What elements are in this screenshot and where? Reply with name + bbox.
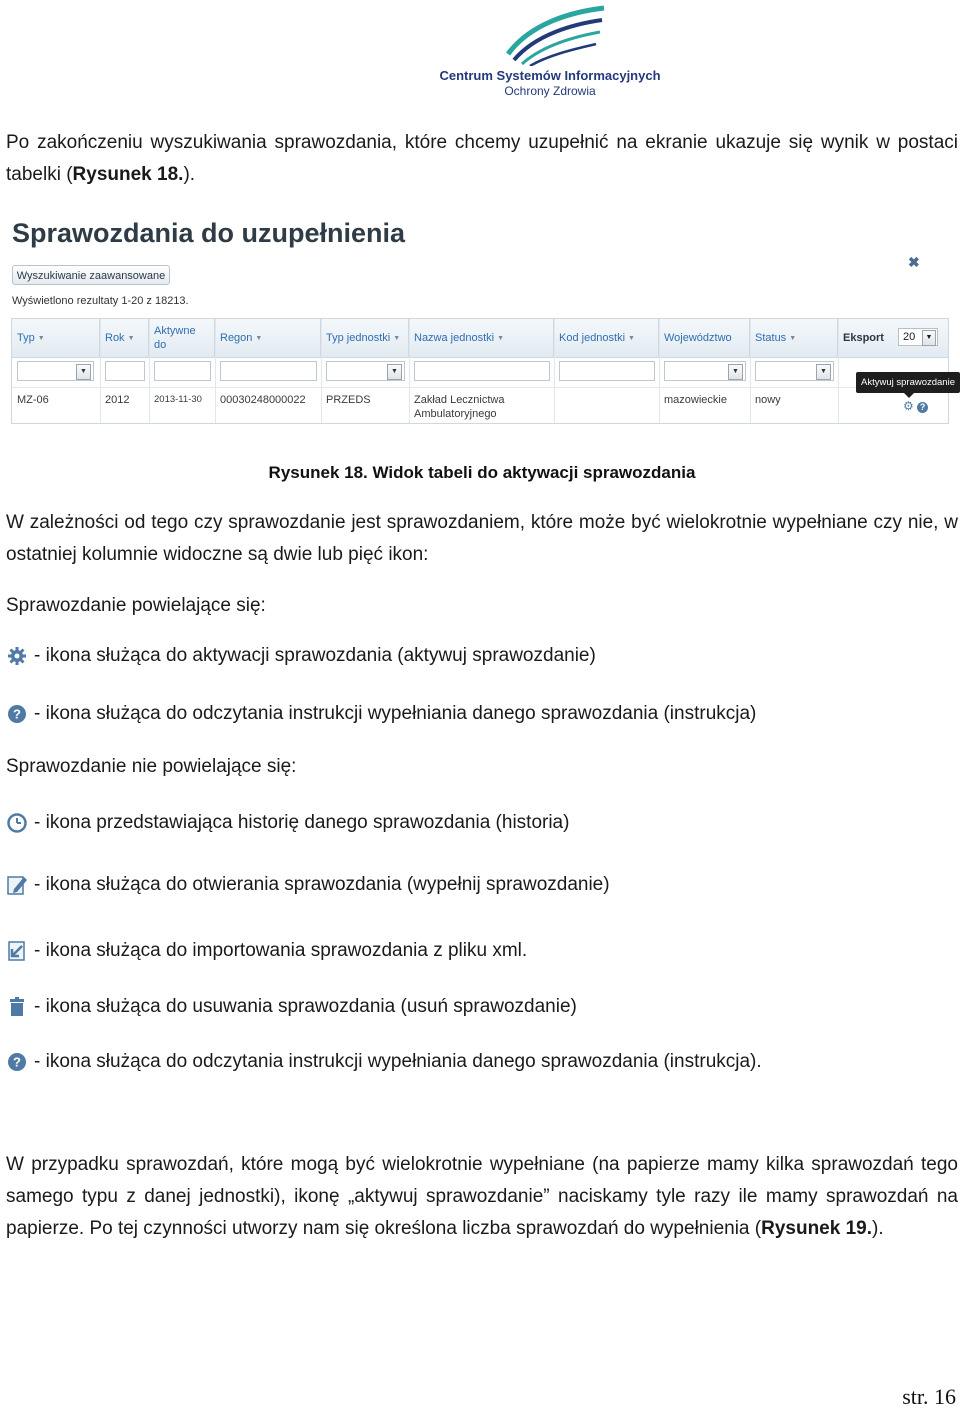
icon-description-import [6,938,527,964]
page-size-select[interactable]: 20 ▼ [898,328,938,346]
import-icon [6,940,28,962]
svg-text:?: ? [13,1054,21,1070]
column-header-status[interactable]: Status ▼ [750,319,838,357]
filter-regon[interactable] [220,361,317,381]
table-row [12,387,948,423]
intro-paragraph [6,127,958,191]
cell-typ-jednostki: PRZEDS [326,394,371,406]
clear-filter-icon[interactable]: ✖ [908,254,920,270]
icon-description-text: - ikona służąca do otwierania sprawozdania (wypełnij sprawozdanie) [34,874,610,895]
cell-rok: 2012 [105,394,130,406]
advanced-search-button[interactable]: Wyszukiwanie zaawansowane [12,265,170,285]
figure-ref: Rysunek 19. [761,1218,873,1239]
help-icon[interactable]: ? [917,402,928,413]
sort-caret-icon: ▼ [789,334,797,342]
table-header [12,319,948,358]
chevron-down-icon: ▼ [922,330,936,346]
csioz-logo [430,4,670,98]
icon-description-text: - ikona przedstawiająca historię danego sprawozdania (historia) [34,812,570,833]
page-title: Sprawozdania do uzupełnienia [12,218,406,248]
reports-table [11,318,949,424]
figure-screenshot [8,212,960,432]
column-header-nazwa[interactable]: Nazwa jednostki ▼ [409,319,554,357]
sort-caret-icon: ▼ [37,334,45,342]
cell-regon: 00030248000022 [220,394,306,406]
cell-status: nowy [755,394,781,406]
filter-row [12,357,948,388]
cell-wojewodztwo: mazowieckie [664,394,727,406]
column-header-eksport: Eksport [843,332,884,344]
cell-aktywne: 2013-11-30 [154,394,202,405]
logo-subtitle: Ochrony Zdrowia [504,84,596,98]
page-number: str. 16 [902,1384,956,1409]
icon-description-text: - ikona służąca do usuwania sprawozdania (usuń sprawozdanie) [34,996,577,1017]
icon-description-edit [6,872,610,898]
chevron-down-icon: ▼ [816,364,831,380]
icon-description-text: - ikona służąca do odczytania instrukcji wypełniania danego sprawozdania (instrukcja). [34,1051,762,1072]
svg-text:?: ? [13,706,21,722]
column-header-aktywne[interactable]: Aktywne do [149,319,215,357]
chevron-down-icon: ▼ [728,364,743,380]
sort-caret-icon: ▼ [255,334,263,342]
icon-description-text: - ikona służąca do importowania sprawozdania z pliku xml. [34,940,528,961]
cell-typ: MZ-06 [17,394,49,406]
figure-caption: Rysunek 18. Widok tabeli do aktywacji sprawozdania [268,463,696,482]
filter-kod[interactable] [559,361,655,381]
filter-rok[interactable] [105,361,145,381]
icon-description-text: - ikona służąca do aktywacji sprawozdania (aktywuj sprawozdanie) [34,645,596,666]
section-2-title: Sprawozdanie nie powielające się: [6,756,297,777]
column-header-rok[interactable]: Rok ▼ [100,319,149,357]
sort-caret-icon: ▼ [497,334,505,342]
filter-aktywne[interactable] [154,361,211,381]
chevron-down-icon: ▼ [387,364,402,380]
chevron-down-icon: ▼ [76,364,91,380]
sort-caret-icon: ▼ [127,334,135,342]
sort-caret-icon: ▼ [393,334,401,342]
paragraph-3: W przypadku sprawozdań, które mogą być wielokrotnie wypełniane (na papierze mamy kilka sprawozdań tego samego typu z danej jednostki), ikonę „aktywuj sprawozdanie” naciskamy tyle razy ile mamy sprawozdań na papierze. Po tej czynności utworzy nam się określona liczba sprawozdań do wypełnienia (Rysunek 19.). [6,1154,958,1239]
clock-icon [6,812,28,834]
results-count: Wyświetlono rezultaty 1-20 z 18213. [12,295,189,307]
icon-description-clock [6,810,569,836]
trash-icon [6,996,28,1018]
logo-swoosh-icon [500,4,610,66]
icon-description-text: - ikona służąca do odczytania instrukcji wypełniania danego sprawozdania (instrukcja) [34,703,757,724]
edit-icon [6,874,28,896]
intro-text: Po zakończeniu wyszukiwania sprawozdania, które chcemy uzupełnić na ekranie ukazuje się wynik w postaci tabelki ( [6,132,958,185]
row-actions [903,399,928,413]
filter-wojewodztwo[interactable] [664,361,746,381]
icon-description-gear [6,643,596,669]
cell-nazwa: Zakład Lecznictwa Ambulatoryjnego [414,394,505,420]
intro-figure-ref: Rysunek 18. [72,164,184,185]
gear-icon[interactable]: ⚙ [903,399,914,413]
column-header-typ-jednostki[interactable]: Typ jednostki ▼ [321,319,409,357]
icon-description-help [6,701,756,727]
icon-description-trash [6,994,577,1020]
filter-nazwa[interactable] [414,361,550,381]
paragraph-2: W zależności od tego czy sprawozdanie jest sprawozdaniem, które może być wielokrotnie wypełniane czy nie, w ostatniej kolumnie widoczne są dwie lub pięć ikon: [6,512,958,565]
filter-typ[interactable] [17,361,94,381]
logo-name: Centrum Systemów Informacyjnych [439,68,661,83]
column-header-kod[interactable]: Kod jednostki ▼ [554,319,659,357]
filter-typ-jednostki[interactable] [326,361,405,381]
sort-caret-icon: ▼ [628,334,635,342]
section-1-title: Sprawozdanie powielające się: [6,595,266,616]
column-header-typ[interactable]: Typ ▼ [12,319,100,357]
help-icon [6,703,28,725]
gear-icon [6,645,28,667]
column-header-wojewodztwo[interactable]: Województwo [659,319,750,357]
intro-text-end: ). [183,164,196,185]
help-icon [6,1051,28,1073]
icon-description-help-2 [6,1049,762,1075]
column-header-regon[interactable]: Regon ▼ [215,319,321,357]
tooltip: Aktywuj sprawozdanie [856,372,960,393]
filter-status[interactable] [755,361,834,381]
